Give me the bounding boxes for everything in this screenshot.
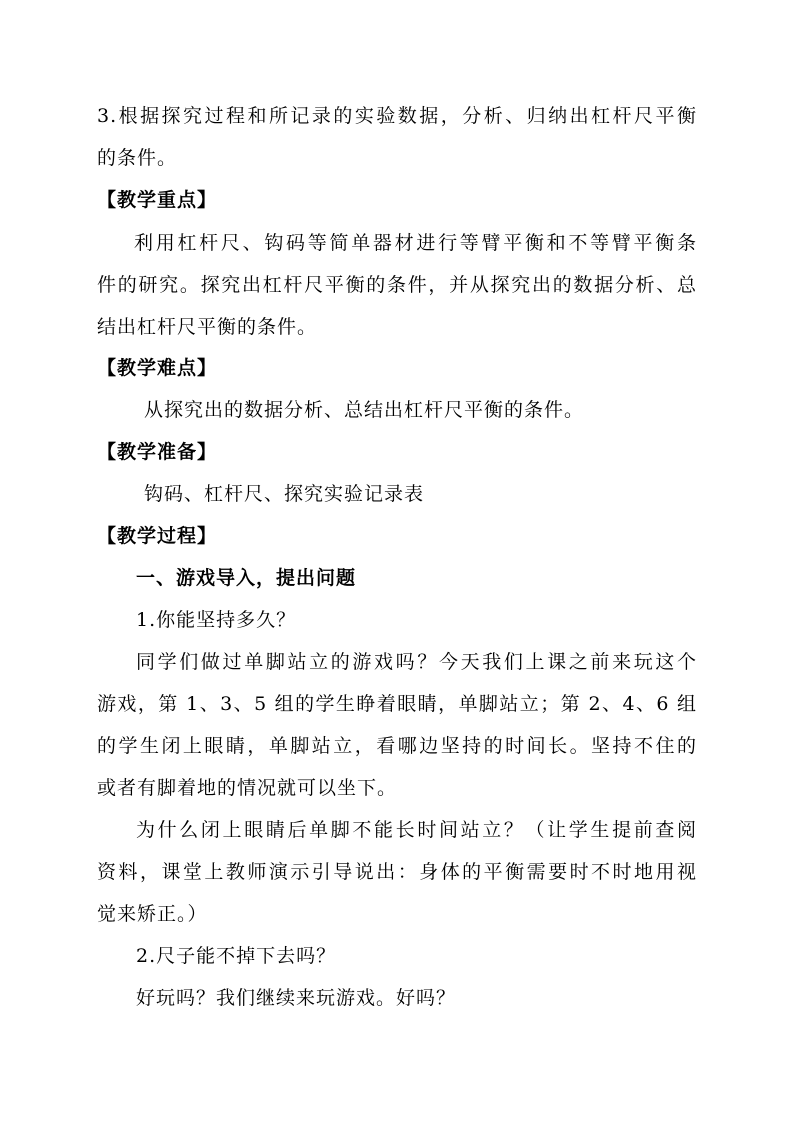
process-heading: 【教学过程】 [97,525,218,547]
preparation-text: 钩码、杠杆尺、探究实验记录表 [144,483,425,505]
key-points-line-1: 利用杠杆尺、钩码等简单器材进行等臂平衡和不等臂平衡条 [134,232,697,254]
item-1-paragraph-1-line-2: 游戏，第 1、3、5 组的学生睁着眼睛，单脚站立；第 2、4、6 组 [97,693,697,715]
preparation-heading: 【教学准备】 [97,441,218,463]
item-1-paragraph-2-line-3: 觉来矫正。） [97,903,208,925]
objective-3-line-2: 的条件。 [97,147,178,169]
section-1-title: 一、游戏导入，提出问题 [136,567,357,589]
item-2-title: 2.尺子能不掉下去吗？ [136,945,337,967]
item-1-paragraph-2-line-1: 为什么闭上眼睛后单脚不能长时间站立？（让学生提前查阅 [136,819,697,841]
difficulty-heading: 【教学难点】 [97,357,218,379]
item-1-paragraph-1-line-3: 的学生闭上眼睛，单脚站立，看哪边坚持的时间长。坚持不住的 [97,735,697,757]
objective-3-line-1: 3.根据探究过程和所记录的实验数据，分析、归纳出杠杆尺平衡 [97,105,697,127]
item-1-paragraph-2-line-2: 资料，课堂上教师演示引导说出：身体的平衡需要时不时地用视 [97,861,697,883]
key-points-line-3: 结出杠杆尺平衡的条件。 [97,316,318,338]
key-points-heading: 【教学重点】 [97,189,218,211]
item-2-paragraph-1: 好玩吗？我们继续来玩游戏。好吗？ [136,987,457,1009]
item-1-paragraph-1-line-1: 同学们做过单脚站立的游戏吗？今天我们上课之前来玩这个 [136,651,697,673]
item-1-paragraph-1-line-4: 或者有脚着地的情况就可以坐下。 [97,777,398,799]
key-points-line-2: 件的研究。探究出杠杆尺平衡的条件，并从探究出的数据分析、总 [97,274,697,296]
difficulty-text: 从探究出的数据分析、总结出杠杆尺平衡的条件。 [144,399,585,421]
item-1-title: 1.你能坚持多久？ [136,609,297,631]
